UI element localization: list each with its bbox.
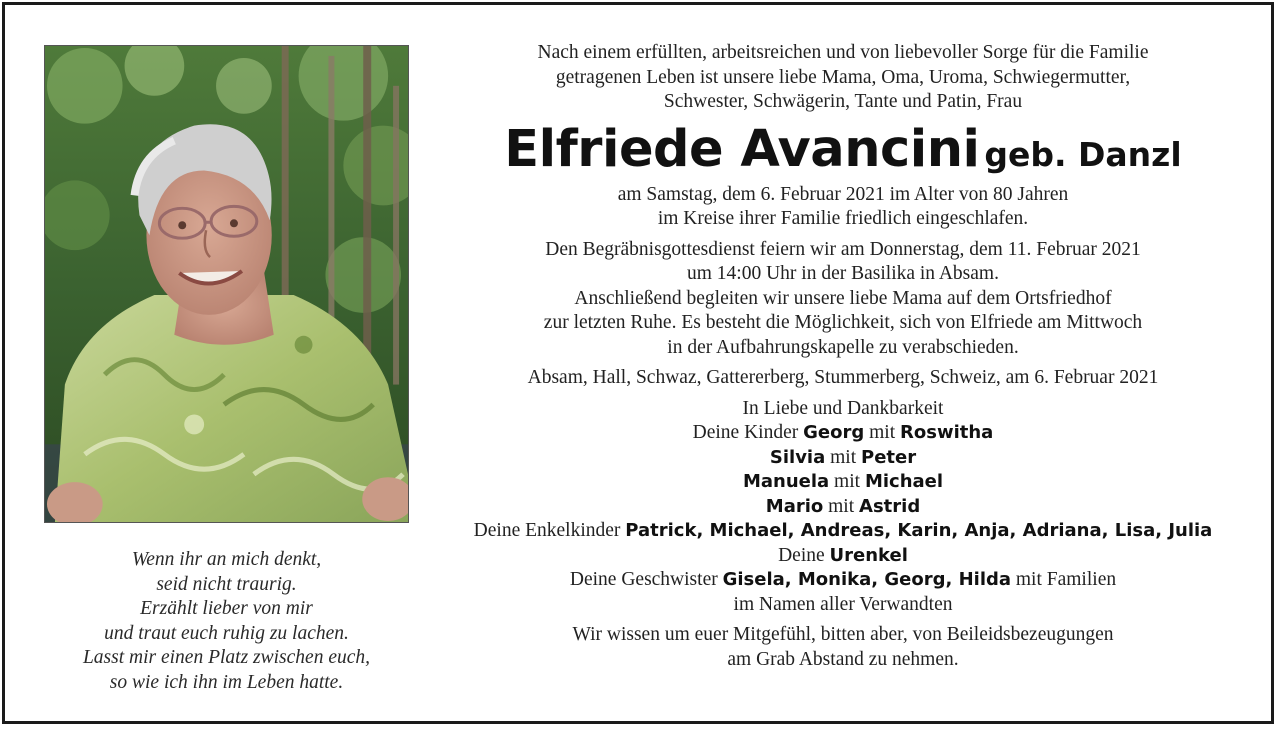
children-prefix: Deine Kinder <box>692 422 799 443</box>
funeral-line: Den Begräbnisgottesdienst feiern wir am Donnerstag, dem 11. Februar 2021 <box>545 238 1141 260</box>
intro-line: Schwester, Schwägerin, Tante und Patin, Frau <box>663 91 1023 112</box>
partner-name: Roswitha <box>900 422 994 443</box>
partner-name: Michael <box>864 471 944 492</box>
death-line: im Kreise ihrer Familie friedlich eingeschlafen. <box>657 208 1029 229</box>
portrait-photo <box>44 45 409 523</box>
closing-note <box>440 623 1246 672</box>
child-name: Georg <box>803 422 865 443</box>
poem-line: Erzählt lieber von mir <box>140 598 313 619</box>
funeral-details <box>440 238 1246 361</box>
children-line <box>440 470 1246 495</box>
portrait-image <box>45 46 408 522</box>
obituary-text <box>440 41 1246 672</box>
grandchildren-prefix: Deine Enkelkinder <box>473 520 621 541</box>
family-signatures <box>440 397 1246 618</box>
children-line <box>440 446 1246 471</box>
death-notice <box>440 183 1246 232</box>
funeral-line: um 14:00 Uhr in der Basilika in Absam. <box>687 263 999 284</box>
great-grandchildren: Urenkel <box>829 544 908 566</box>
partner-name: Peter <box>861 446 917 468</box>
siblings-prefix: Deine Geschwister <box>569 569 718 590</box>
child-name: Silvia <box>769 446 826 468</box>
funeral-line: Anschließend begleiten wir unsere liebe Mama auf dem Ortsfriedhof <box>574 287 1112 309</box>
poem-line: und traut euch ruhig zu lachen. <box>104 622 349 644</box>
great-prefix: Deine <box>778 544 825 566</box>
child-name: Mario <box>765 495 824 517</box>
poem-line: so wie ich ihn im Leben hatte. <box>109 671 344 693</box>
connector: mit <box>828 495 855 517</box>
great-grandchildren-line <box>440 544 1246 569</box>
intro-paragraph <box>440 41 1246 115</box>
connector: mit <box>830 446 857 468</box>
death-line: am Samstag, dem 6. Februar 2021 im Alter von 80 Jahren <box>617 183 1069 205</box>
partner-name: Astrid <box>859 495 921 517</box>
funeral-line: in der Aufbahrungskapelle zu verabschieden. <box>667 336 1019 358</box>
children-line <box>440 421 1246 446</box>
intro-line: Nach einem erfüllten, arbeitsreichen und von liebevoller Sorge für die Familie <box>537 42 1149 63</box>
closing-line: Wir wissen um euer Mitgefühl, bitten aber, von Beileidsbezeugungen <box>572 624 1114 645</box>
grandchildren-names: Patrick, Michael, Andreas, Karin, Anja, Adriana, Lisa, Julia <box>625 520 1213 541</box>
deceased-full-name: Elfriede Avancini <box>504 119 980 179</box>
connector: mit <box>834 471 861 492</box>
children-line <box>440 495 1246 520</box>
siblings-suffix: mit Familien <box>1015 569 1117 590</box>
closing-line: am Grab Abstand zu nehmen. <box>727 648 959 670</box>
deceased-name <box>440 121 1246 179</box>
siblings-names: Gisela, Monika, Georg, Hilda <box>722 569 1012 590</box>
funeral-line: zur letzten Ruhe. Es besteht die Möglichkeit, sich von Elfriede am Mittwoch <box>543 312 1143 333</box>
relatives-line: im Namen aller Verwandten <box>733 593 953 615</box>
places-and-date: Absam, Hall, Schwaz, Gattererberg, Stummerberg, Schweiz, am 6. Februar 2021 <box>527 367 1159 388</box>
siblings-line <box>440 568 1246 593</box>
connector: mit <box>869 422 896 443</box>
family-opening: In Liebe und Dankbarkeit <box>742 397 944 419</box>
poem-line: Lasst mir einen Platz zwischen euch, <box>82 647 371 668</box>
birth-name: geb. Danzl <box>984 134 1182 174</box>
poem-line: seid nicht traurig. <box>156 573 297 595</box>
grandchildren-line <box>440 519 1246 544</box>
child-name: Manuela <box>742 471 830 492</box>
intro-line: getragenen Leben ist unsere liebe Mama, Oma, Uroma, Schwiegermutter, <box>555 66 1131 88</box>
memorial-poem <box>44 548 409 695</box>
poem-line: Wenn ihr an mich denkt, <box>131 549 322 570</box>
